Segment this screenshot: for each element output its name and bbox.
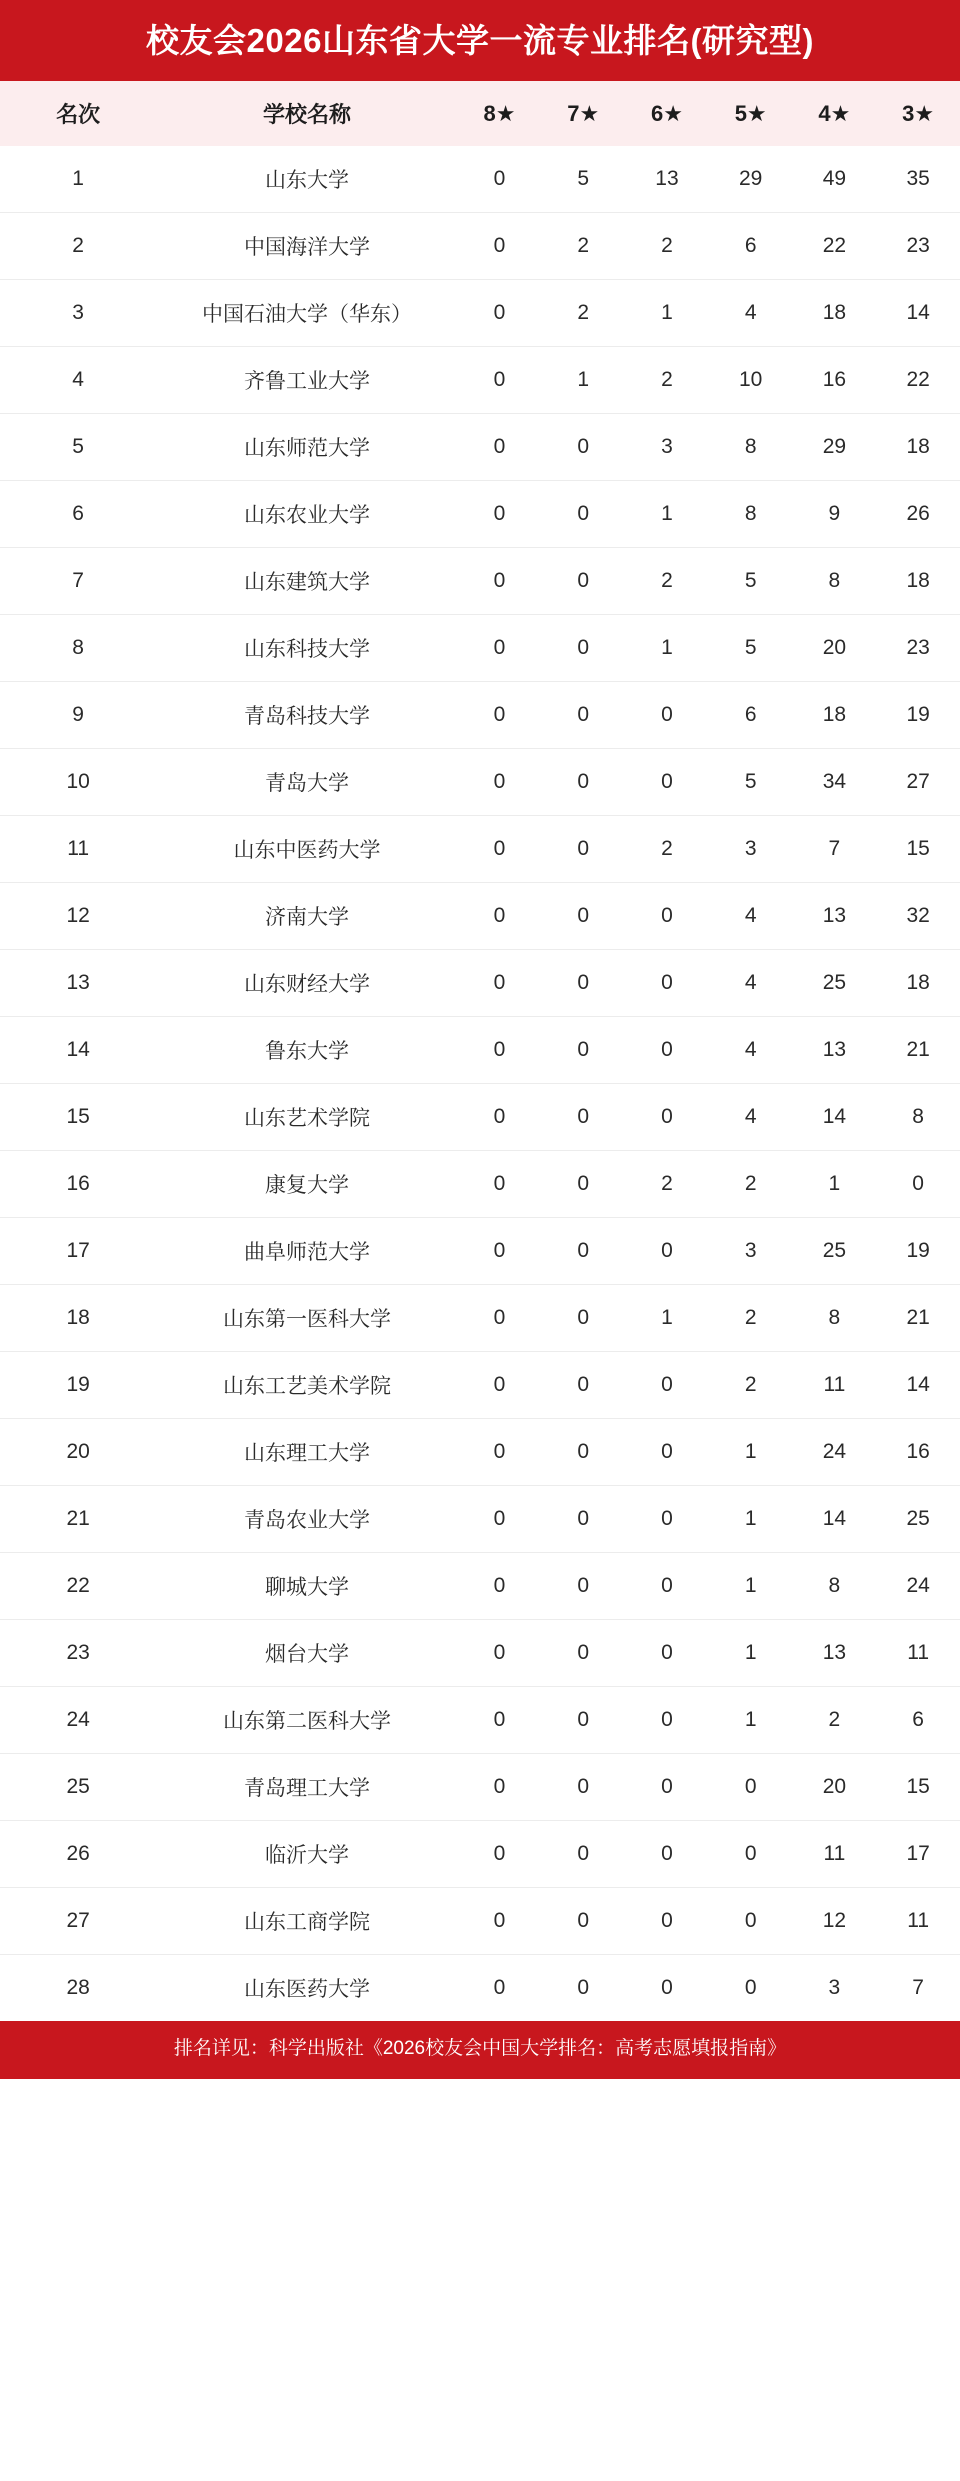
cell-star8: 0	[458, 950, 542, 1017]
cell-star7: 0	[541, 481, 625, 548]
cell-star8: 0	[458, 1620, 542, 1687]
cell-school: 山东科技大学	[156, 615, 457, 682]
cell-star6: 0	[625, 883, 709, 950]
cell-star6: 2	[625, 816, 709, 883]
cell-rank: 16	[0, 1151, 156, 1218]
cell-star3: 32	[876, 883, 960, 950]
cell-star4: 9	[793, 481, 877, 548]
cell-star3: 19	[876, 682, 960, 749]
cell-star6: 2	[625, 347, 709, 414]
cell-star3: 8	[876, 1084, 960, 1151]
cell-star7: 0	[541, 1285, 625, 1352]
cell-star6: 13	[625, 146, 709, 213]
cell-rank: 23	[0, 1620, 156, 1687]
cell-star6: 0	[625, 1352, 709, 1419]
cell-star3: 21	[876, 1285, 960, 1352]
table-row	[0, 1084, 960, 1151]
cell-star8: 0	[458, 1017, 542, 1084]
cell-star4: 18	[793, 682, 877, 749]
cell-school: 山东建筑大学	[156, 548, 457, 615]
cell-star8: 0	[458, 816, 542, 883]
cell-star4: 8	[793, 1285, 877, 1352]
cell-star5: 8	[709, 414, 793, 481]
cell-star4: 3	[828, 1976, 841, 2000]
cell-star6: 1	[625, 615, 709, 682]
table-row	[0, 883, 960, 950]
cell-star4: 12	[793, 1888, 877, 1955]
cell-star8: 0	[458, 1419, 542, 1486]
cell-star5: 0	[709, 1821, 793, 1888]
cell-rank: 26	[0, 1821, 156, 1888]
cell-star3: 7	[912, 1976, 924, 2000]
cell-rank: 3	[0, 280, 156, 347]
cell-star5: 1	[709, 1419, 793, 1486]
cell-star4: 20	[793, 1754, 877, 1821]
table-row	[0, 1821, 960, 1888]
table-row	[0, 414, 960, 481]
cell-school: 山东第二医科大学	[156, 1687, 457, 1754]
cell-star4: 11	[793, 1352, 877, 1419]
cell-star6: 0	[625, 749, 709, 816]
cell-school: 山东中医药大学	[156, 816, 457, 883]
table-row	[0, 1754, 960, 1821]
cell-star3: 11	[876, 1620, 960, 1687]
cell-star6: 0	[625, 1017, 709, 1084]
cell-school: 山东大学	[156, 146, 457, 213]
table-row	[0, 347, 960, 414]
cell-star4: 14	[793, 1084, 877, 1151]
cell-star4: 34	[793, 749, 877, 816]
cell-star7: 5	[541, 146, 625, 213]
cell-star3: 14	[876, 280, 960, 347]
cell-star7: 2	[541, 280, 625, 347]
cell-star4: 1	[793, 1151, 877, 1218]
table-row	[0, 1419, 960, 1486]
cell-star4: 25	[793, 950, 877, 1017]
table-row	[0, 548, 960, 615]
cell-school: 鲁东大学	[156, 1017, 457, 1084]
cell-star4: 49	[793, 146, 877, 213]
cell-star3: 18	[876, 950, 960, 1017]
table-row	[0, 146, 960, 213]
cell-star4: 13	[793, 1620, 877, 1687]
cell-star8: 0	[458, 749, 542, 816]
cell-star6: 0	[625, 950, 709, 1017]
page-title: 校友会2026山东省大学一流专业排名(研究型)	[0, 0, 960, 81]
cell-star3: 25	[876, 1486, 960, 1553]
column-header-school: 学校名称	[156, 81, 457, 146]
cell-star7: 0	[541, 950, 625, 1017]
cell-star4: 8	[793, 548, 877, 615]
cell-star5: 2	[709, 1151, 793, 1218]
cell-star8: 0	[458, 414, 542, 481]
cell-star8: 0	[458, 1687, 542, 1754]
cell-school: 青岛大学	[156, 749, 457, 816]
cell-star3: 19	[876, 1218, 960, 1285]
cell-star5: 3	[709, 816, 793, 883]
cell-star3: 0	[876, 1151, 960, 1218]
cell-rank: 20	[0, 1419, 156, 1486]
cell-star3: 21	[876, 1017, 960, 1084]
cell-school: 济南大学	[156, 883, 457, 950]
cell-rank: 21	[0, 1486, 156, 1553]
cell-star5: 29	[709, 146, 793, 213]
cell-star6: 3	[625, 414, 709, 481]
table-row	[0, 1486, 960, 1553]
cell-star6: 0	[661, 1976, 673, 2000]
cell-star4: 13	[793, 883, 877, 950]
table-row	[0, 1687, 960, 1754]
cell-star8: 0	[458, 1285, 542, 1352]
cell-star5: 1	[709, 1486, 793, 1553]
cell-star8: 0	[458, 682, 542, 749]
cell-star5: 3	[709, 1218, 793, 1285]
cell-star8: 0	[458, 1218, 542, 1285]
cell-star3: 18	[876, 414, 960, 481]
cell-star6: 0	[625, 1486, 709, 1553]
cell-star4: 18	[793, 280, 877, 347]
cell-star3: 26	[876, 481, 960, 548]
cell-star6: 2	[625, 213, 709, 280]
table-row	[0, 280, 960, 347]
cell-school: 山东财经大学	[156, 950, 457, 1017]
table-row	[0, 615, 960, 682]
cell-star7: 0	[541, 1553, 625, 1620]
table-row	[0, 1285, 960, 1352]
cell-star3: 18	[876, 548, 960, 615]
cell-star7: 0	[541, 1821, 625, 1888]
cell-star3: 22	[876, 347, 960, 414]
cell-star7: 2	[541, 213, 625, 280]
column-header-star6: 6★	[625, 81, 709, 146]
cell-star4: 11	[793, 1821, 877, 1888]
cell-school: 齐鲁工业大学	[156, 347, 457, 414]
cell-star5: 8	[709, 481, 793, 548]
cell-star6: 0	[625, 1888, 709, 1955]
cell-star8: 0	[458, 1352, 542, 1419]
cell-star8: 0	[458, 213, 542, 280]
table-row	[0, 749, 960, 816]
cell-star7: 0	[541, 1218, 625, 1285]
cell-star8: 0	[458, 347, 542, 414]
cell-star8: 0	[458, 1754, 542, 1821]
cell-school: 中国海洋大学	[156, 213, 457, 280]
cell-star8: 0	[458, 1821, 542, 1888]
cell-rank: 24	[0, 1687, 156, 1754]
table-header	[0, 81, 960, 146]
cell-star3: 14	[876, 1352, 960, 1419]
cell-star3: 27	[876, 749, 960, 816]
cell-star6: 0	[625, 1620, 709, 1687]
cell-rank: 10	[0, 749, 156, 816]
cell-star5: 4	[709, 280, 793, 347]
cell-star6: 0	[625, 1553, 709, 1620]
cell-star6: 0	[625, 1687, 709, 1754]
cell-school: 青岛理工大学	[156, 1754, 457, 1821]
cell-star4: 20	[793, 615, 877, 682]
cell-rank: 1	[0, 146, 156, 213]
cell-star3: 23	[876, 213, 960, 280]
cell-star3: 17	[876, 1821, 960, 1888]
cell-school: 山东师范大学	[156, 414, 457, 481]
cell-school: 聊城大学	[156, 1553, 457, 1620]
cell-rank: 28	[66, 1976, 90, 2000]
cell-star8: 0	[458, 1553, 542, 1620]
cell-star3: 16	[876, 1419, 960, 1486]
cell-star7: 1	[541, 347, 625, 414]
cell-star7: 0	[541, 1754, 625, 1821]
table-row	[0, 1955, 960, 2022]
cell-school: 山东农业大学	[156, 481, 457, 548]
cell-star6: 0	[625, 1821, 709, 1888]
cell-rank: 8	[0, 615, 156, 682]
cell-school: 烟台大学	[156, 1620, 457, 1687]
cell-school: 康复大学	[156, 1151, 457, 1218]
table-header-row	[0, 81, 960, 146]
cell-star4: 2	[793, 1687, 877, 1754]
cell-rank: 27	[0, 1888, 156, 1955]
cell-star5: 2	[709, 1352, 793, 1419]
cell-star5: 4	[709, 883, 793, 950]
table-body	[0, 146, 960, 2021]
cell-star8: 0	[458, 1486, 542, 1553]
cell-rank: 7	[0, 548, 156, 615]
cell-star6: 0	[625, 1754, 709, 1821]
cell-school: 临沂大学	[156, 1821, 457, 1888]
table-row	[0, 950, 960, 1017]
table-row	[0, 1553, 960, 1620]
table-row	[0, 682, 960, 749]
table-row	[0, 1888, 960, 1955]
table-row	[0, 1620, 960, 1687]
cell-star7: 0	[541, 749, 625, 816]
cell-rank: 13	[0, 950, 156, 1017]
cell-star7: 0	[541, 1084, 625, 1151]
cell-star4: 13	[793, 1017, 877, 1084]
cell-star5: 4	[709, 1017, 793, 1084]
cell-star8: 0	[458, 883, 542, 950]
cell-rank: 17	[0, 1218, 156, 1285]
cell-star6: 1	[625, 481, 709, 548]
cell-star6: 0	[625, 1218, 709, 1285]
table-row	[0, 1352, 960, 1419]
cell-school: 山东第一医科大学	[156, 1285, 457, 1352]
cell-star5: 5	[709, 548, 793, 615]
cell-rank: 4	[0, 347, 156, 414]
cell-rank: 19	[0, 1352, 156, 1419]
table-row	[0, 481, 960, 548]
cell-star8: 0	[458, 481, 542, 548]
cell-star5: 6	[709, 682, 793, 749]
cell-rank: 14	[0, 1017, 156, 1084]
cell-star7: 0	[541, 1620, 625, 1687]
cell-star7: 0	[577, 1976, 590, 2000]
cell-star6: 0	[625, 1419, 709, 1486]
column-header-star8: 8★	[458, 81, 542, 146]
cell-star8: 0	[493, 1976, 506, 2000]
cell-rank: 6	[0, 481, 156, 548]
cell-star3: 23	[876, 615, 960, 682]
cell-star3: 6	[876, 1687, 960, 1754]
cell-school: 山东工商学院	[156, 1888, 457, 1955]
cell-star5: 4	[709, 950, 793, 1017]
cell-star4: 29	[793, 414, 877, 481]
cell-star7: 0	[541, 414, 625, 481]
table-row	[0, 816, 960, 883]
column-header-star4: 4★	[793, 81, 877, 146]
cell-star7: 0	[541, 1486, 625, 1553]
cell-star8: 0	[458, 615, 542, 682]
cell-school: 山东工艺美术学院	[156, 1352, 457, 1419]
cell-star6: 1	[625, 280, 709, 347]
cell-star6: 0	[625, 1084, 709, 1151]
cell-star4: 14	[793, 1486, 877, 1553]
column-header-star3: 3★	[876, 81, 960, 146]
cell-rank: 18	[0, 1285, 156, 1352]
cell-star5: 1	[709, 1687, 793, 1754]
cell-star8: 0	[458, 548, 542, 615]
cell-school: 青岛农业大学	[156, 1486, 457, 1553]
cell-star5: 0	[709, 1754, 793, 1821]
cell-rank: 9	[0, 682, 156, 749]
cell-star4: 7	[793, 816, 877, 883]
cell-star4: 25	[793, 1218, 877, 1285]
cell-school: 山东理工大学	[156, 1419, 457, 1486]
cell-school: 曲阜师范大学	[156, 1218, 457, 1285]
cell-rank: 25	[0, 1754, 156, 1821]
cell-school: 中国石油大学（华东）	[156, 280, 457, 347]
cell-star8: 0	[458, 146, 542, 213]
cell-rank: 2	[0, 213, 156, 280]
cell-rank: 22	[0, 1553, 156, 1620]
cell-star7: 0	[541, 682, 625, 749]
cell-star5: 0	[744, 1976, 757, 2000]
cell-star7: 0	[541, 1017, 625, 1084]
cell-star8: 0	[458, 1151, 542, 1218]
cell-star7: 0	[541, 816, 625, 883]
cell-star5: 4	[709, 1084, 793, 1151]
cell-star3: 15	[876, 1754, 960, 1821]
cell-star7: 0	[541, 1352, 625, 1419]
table-row	[0, 1218, 960, 1285]
cell-star7: 0	[541, 548, 625, 615]
cell-star6: 1	[625, 1285, 709, 1352]
cell-school: 青岛科技大学	[156, 682, 457, 749]
cell-rank: 11	[0, 816, 156, 883]
table-row	[0, 1017, 960, 1084]
cell-star8: 0	[458, 1084, 542, 1151]
cell-star5: 5	[709, 615, 793, 682]
cell-star6: 2	[625, 548, 709, 615]
cell-star7: 0	[541, 1419, 625, 1486]
cell-star5: 1	[709, 1620, 793, 1687]
cell-star7: 0	[541, 1888, 625, 1955]
cell-star8: 0	[458, 280, 542, 347]
cell-star3: 35	[876, 146, 960, 213]
cell-star5: 0	[709, 1888, 793, 1955]
cell-star7: 0	[541, 883, 625, 950]
cell-rank: 5	[0, 414, 156, 481]
cell-star4: 22	[793, 213, 877, 280]
cell-star3: 15	[876, 816, 960, 883]
cell-star4: 16	[793, 347, 877, 414]
cell-star7: 0	[541, 1151, 625, 1218]
cell-star3: 24	[876, 1553, 960, 1620]
cell-star6: 2	[625, 1151, 709, 1218]
cell-star3: 11	[876, 1888, 960, 1955]
ranking-table	[0, 81, 960, 2021]
cell-star4: 24	[793, 1419, 877, 1486]
column-header-star7: 7★	[541, 81, 625, 146]
cell-star4: 8	[793, 1553, 877, 1620]
cell-school: 山东艺术学院	[156, 1084, 457, 1151]
cell-star8: 0	[458, 1888, 542, 1955]
cell-star6: 0	[625, 682, 709, 749]
cell-star5: 5	[709, 749, 793, 816]
table-row	[0, 1151, 960, 1218]
cell-rank: 12	[0, 883, 156, 950]
column-header-rank: 名次	[0, 81, 156, 146]
cell-star7: 0	[541, 615, 625, 682]
column-header-star5: 5★	[709, 81, 793, 146]
cell-star5: 1	[709, 1553, 793, 1620]
cell-star5: 6	[709, 213, 793, 280]
table-row	[0, 213, 960, 280]
cell-star7: 0	[541, 1687, 625, 1754]
footer-note: 排名详见：科学出版社《2026校友会中国大学排名：高考志愿填报指南》	[0, 2021, 960, 2079]
cell-star5: 2	[709, 1285, 793, 1352]
cell-school: 山东医药大学	[243, 1978, 370, 2002]
cell-star5: 10	[709, 347, 793, 414]
cell-rank: 15	[0, 1084, 156, 1151]
